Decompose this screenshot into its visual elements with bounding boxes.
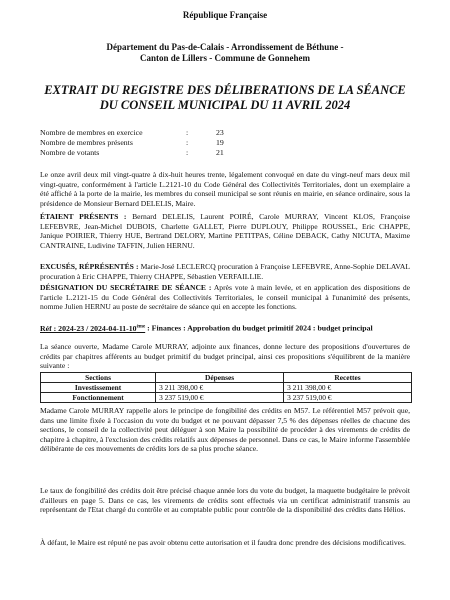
present-paragraph (40, 212, 410, 250)
reference-number-text: Réf : 2024-23 / 2024-04-11-10 (40, 323, 137, 333)
secretary-label: DÉSIGNATION DU SECRÉTAIRE DE SÉANCE : (40, 283, 212, 292)
recettes-value: 3 211 398,00 € (284, 383, 412, 393)
document-title-line1: EXTRAIT DU REGISTRE DES DÉLIBERATIONS DE LA SÉANCE (44, 83, 406, 97)
stat-value: 21 (216, 148, 224, 157)
stat-label: Nombre de votants (40, 148, 100, 157)
header-recettes: Recettes (284, 373, 412, 383)
depenses-value: 3 211 398,00 € (156, 383, 284, 393)
budget-table (40, 372, 412, 403)
header-depenses: Dépenses (156, 373, 284, 383)
reference-number (40, 324, 145, 333)
stat-label: Nombre de membres en exercice (40, 128, 143, 137)
stat-colon: : (186, 128, 189, 137)
stat-row-presents (40, 138, 224, 148)
header-sections: Sections (41, 373, 156, 383)
secretary-text: Après vote à main levée, et en application des dispositions de l'article L.2121-15 du Code Général des Collectivités Territoriales, le conseil municipal à l'unanimité des présents, nomme Julien HERNU au poste de secrétaire de séance qui en accepte les fonctions. (40, 283, 411, 312)
stat-label: Nombre de membres présents (40, 138, 133, 147)
excused-label: EXCUSÉS, RÉPRÉSENTÉS : (40, 262, 139, 271)
section-name: Fonctionnement (41, 393, 156, 403)
department-line: Département du Pas-de-Calais - Arrondissement de Béthune - (106, 42, 344, 52)
secretary-paragraph (40, 283, 410, 312)
member-stats (40, 128, 224, 158)
depenses-value: 3 237 519,00 € (156, 393, 284, 403)
default-paragraph: À défaut, le Maire est réputé ne pas avoir obtenu cette autorisation et il faudra donc prendre des décisions modificatives. (40, 538, 406, 547)
rate-paragraph: Le taux de fongibilité des crédits doit être précisé chaque année lors du vote du budget, la maquette budgétaire le prévoit d'ailleurs en page 5. Dans ce cas, les virements de crédits sont effectués via un certificat administratif transmis au représentant de l'Etat chargé du contrôle et au comptable public pour contrôle de la disponibilité des crédits dans Hélios. (40, 486, 410, 515)
excused-paragraph (40, 262, 410, 281)
present-label: ÉTAIENT PRÉSENTS : (40, 212, 127, 221)
present-list: Bernard DELELIS, Laurent POIRÉ, Carole MURRAY, Vincent KLOS, Françoise LEFEBVRE, Jean-Michel DUBOIS, Charlette GALLET, Pierre DUPLOUY, Philippe ROUSSEL, Eric CHAPPE, Janique POIRIER, Thierry HUE, Bertrand DELORY, Martine PETITPAS, Céline DEBACK, Cathy NICUTA, Maxime CANTRAINE, Ludivine TAFFIN, Julien HERNU. (40, 212, 410, 250)
republic-heading: République Française (182, 10, 268, 20)
stat-colon: : (186, 138, 189, 147)
section-name: Investissement (41, 383, 156, 393)
table-header-row (41, 373, 412, 383)
recettes-value: 3 237 519,00 € (284, 393, 412, 403)
table-row (41, 383, 412, 393)
document-title-line2: DU CONSEIL MUNICIPAL DU 11 AVRIL 2024 (99, 98, 351, 112)
reference-sup: ème (136, 324, 146, 329)
stat-value: 23 (216, 128, 224, 137)
stat-colon: : (186, 148, 189, 157)
table-row (41, 393, 412, 403)
opening-paragraph: La séance ouverte, Madame Carole MURRAY, adjointe aux finances, donne lecture des propositions d'ouvertures de crédits par chapitres afférents au budget primitif du budget principal, ainsi ces propositions s'équilibrent de la manière suivante : (40, 342, 410, 371)
stat-value: 19 (216, 138, 224, 147)
canton-line: Canton de Lillers - Commune de Gonnehem (139, 53, 310, 63)
excused-list: Marie-José LECLERCQ procuration à Françoise LEFEBVRE, Anne-Sophie DELAVAL procuration à Eric CHAPPE, Thierry CHAPPE, Sébastien VERFAILLIE. (40, 262, 410, 281)
deliberation-reference (40, 322, 420, 334)
reference-subject: : Finances : Approbation du budget primitif 2024 : budget principal (145, 323, 373, 333)
stat-row-exercice (40, 128, 224, 138)
stat-row-votants (40, 148, 224, 158)
fongibility-paragraph: Madame Carole MURRAY rappelle alors le principe de fongibilité des crédits en M57. Le référentiel M57 prévoit que, dans une limite fixée à l'occasion du vote du budget et ne pouvant dépasser 7,5 % des dépenses réelles de chacune des sections, le conseil de la collectivité peut déléguer à son Maire la possibilité de procéder à des virements de crédits de chapitre à chapitre, à l'exclusion des crédits relatifs aux dépenses de personnel. Dans ce cas, le Maire informe l'assemblée délibérante de ces mouvements de crédits lors de sa plus proche séance. (40, 406, 410, 454)
intro-paragraph: Le onze avril deux mil vingt-quatre à dix-huit heures trente, légalement convoqué en date du vingt-neuf mars deux mil vingt-quatre, conformément à l'article L.2121-10 du Code Général des Collectivités Territoriales, dont un exemplaire a été affiché à la porte de la mairie, les membres du conseil municipal se sont réunis en mairie, en séance ordinaire, sous la présidence de Monsieur Bernard DELELIS, Maire. (40, 170, 410, 208)
